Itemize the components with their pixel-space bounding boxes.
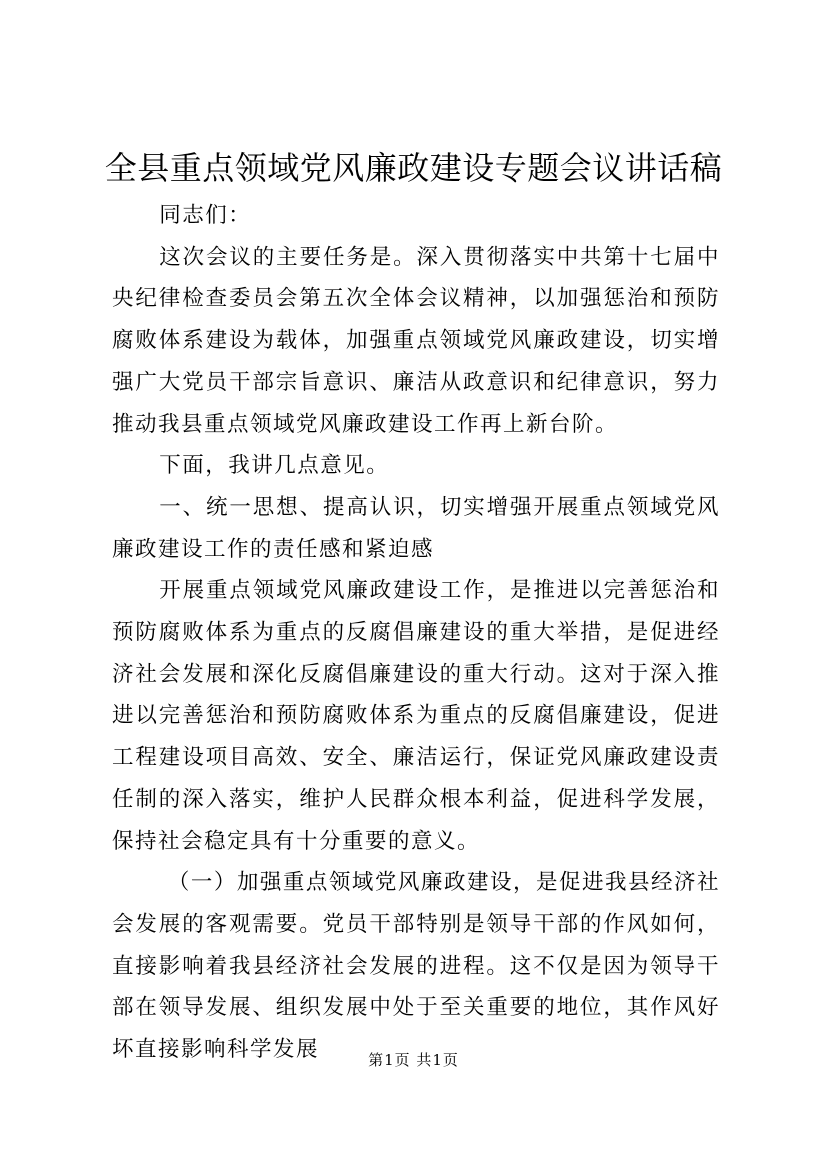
document-title: 全县重点领域党风廉政建设专题会议讲话稿: [104, 149, 723, 187]
salutation-paragraph: 同志们：: [159, 203, 252, 228]
page-footer: 第1页 共1页: [368, 1051, 459, 1069]
subsection-paragraph: （一）加强重点领域党风廉政建设，是促进我县经济社会发展的客观需要。党员干部特别是领导干部的作风如何，直接影响着我县经济社会发展的进程。这不仅是因为领导干部在领导发展、组织发展中处于至关重要的地位，其作风好坏直接影响科学发展: [112, 870, 720, 1063]
document-body: [112, 195, 720, 1071]
section-heading: 一、统一思想、提高认识，切实增强开展重点领域党风廉政建设工作的责任感和紧迫感: [112, 494, 720, 562]
intro-paragraph: 这次会议的主要任务是。深入贯彻落实中共第十七届中央纪律检查委员会第五次全体会议精神，以加强惩治和预防腐败体系建设为载体，加强重点领域党风廉政建设，切实增强广大党员干部宗旨意识、廉洁从政意识和纪律意识，努力推动我县重点领域党风廉政建设工作再上新台阶。: [112, 244, 720, 437]
body-paragraph: 开展重点领域党风廉政建设工作，是推进以完善惩治和预防腐败体系为重点的反腐倡廉建设的重大举措，是促进经济社会发展和深化反腐倡廉建设的重大行动。这对于深入推进以完善惩治和预防腐败体系为重点的反腐倡廉建设，促进工程建设项目高效、安全、廉洁运行，保证党风廉政建设责任制的深入落实，维护人民群众根本利益，促进科学发展，保持社会稳定具有十分重要的意义。: [112, 578, 720, 854]
transition-paragraph: 下面，我讲几点意见。: [159, 453, 390, 479]
